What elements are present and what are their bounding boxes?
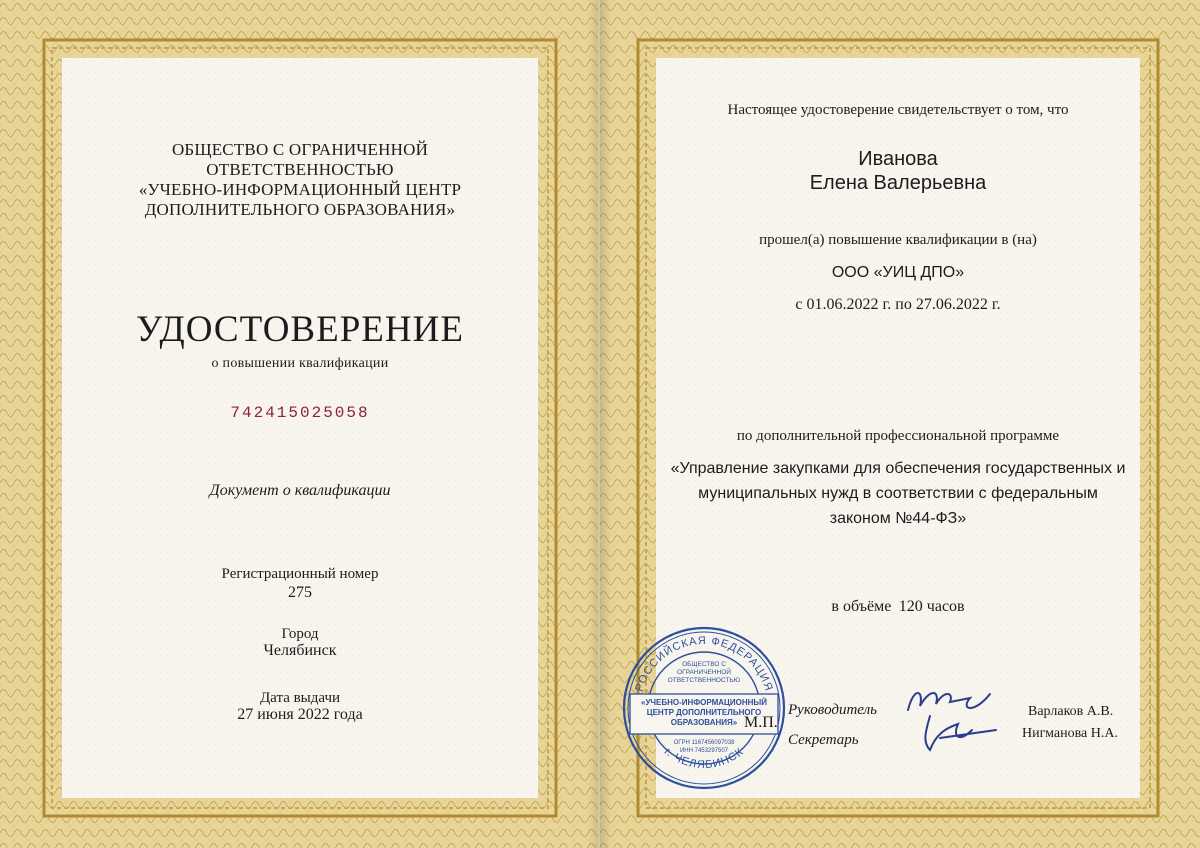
seal-outer-top: РОССИЙСКАЯ ФЕДЕРАЦИЯ: [633, 634, 775, 694]
document-type: Документ о квалификации: [209, 482, 391, 499]
volume-value: 120 часов: [898, 598, 965, 615]
program-intro: по дополнительной профессиональной программе: [736, 428, 1060, 444]
seal-inner-line: ОГРАНИЧЕННОЙ: [677, 669, 731, 676]
program-line: законом №44-ФЗ»: [829, 510, 967, 527]
certifies-text: Настоящее удостоверение свидетельствует о том, что: [727, 102, 1069, 118]
right-page: [600, 0, 1200, 848]
org-line: ОТВЕТСТВЕННОСТЬЮ: [206, 160, 394, 179]
org-line: ДОПОЛНИТЕЛЬНОГО ОБРАЗОВАНИЯ»: [144, 200, 456, 219]
org-line: ОБЩЕСТВО С ОГРАНИЧЕННОЙ: [171, 140, 429, 159]
holder-surname: Иванова: [858, 148, 938, 170]
city-value: Челябинск: [263, 642, 337, 659]
head-role: Руководитель: [788, 702, 877, 718]
seal-inn: ИНН 7453297507: [679, 748, 729, 754]
page-fold: [588, 0, 612, 848]
certificate-subtitle: о повышении квалификации: [211, 356, 389, 371]
left-page-field: [62, 58, 538, 798]
completed-text: прошел(а) повышение квалификации в (на): [759, 232, 1037, 248]
city-label: Город: [281, 626, 319, 642]
seal-banner-line: ЦЕНТР ДОПОЛНИТЕЛЬНОГО: [646, 708, 762, 717]
left-page: [0, 0, 598, 848]
secretary-name: Нигманова Н.А.: [1022, 726, 1118, 741]
seal-banner-line: «УЧЕБНО-ИНФОРМАЦИОННЫЙ: [641, 698, 767, 707]
secretary-role: Секретарь: [788, 732, 859, 748]
certificate-title: УДОСТОВЕРЕНИЕ: [136, 309, 464, 350]
seal-outer-bottom: г. ЧЕЛЯБИНСК: [661, 745, 747, 772]
certificate-number: 742415025058: [230, 404, 370, 422]
right-page-field: [633, 58, 1140, 798]
seal-place-mark: М.П.: [744, 714, 778, 731]
program-line: «Управление закупками для обеспечения государственных и: [670, 460, 1126, 477]
handwritten-signature: [900, 680, 1010, 760]
issuing-organization: [62, 140, 538, 220]
program-title: [656, 456, 1140, 531]
training-period: с 01.06.2022 г. по 27.06.2022 г.: [795, 296, 1001, 313]
issue-date-label: Дата выдачи: [259, 690, 341, 706]
volume: [656, 598, 1140, 616]
org-line: «УЧЕБНО-ИНФОРМАЦИОННЫЙ ЦЕНТР: [138, 180, 462, 199]
registration-number: 275: [288, 584, 312, 601]
training-organization: ООО «УИЦ ДПО»: [831, 264, 965, 281]
issue-date-value: 27 июня 2022 года: [237, 706, 363, 723]
head-name: Варлаков А.В.: [1028, 704, 1114, 719]
seal-ogrn: ОГРН 1167456097038: [673, 740, 735, 746]
seal-banner-line: ОБРАЗОВАНИЯ»: [670, 718, 738, 727]
seal-inner-line: ОТВЕТСТВЕННОСТЬЮ: [667, 677, 741, 684]
seal-inner-line: ОБЩЕСТВО С: [682, 661, 726, 668]
program-line: муниципальных нужд в соответствии с федеральным: [698, 485, 1098, 502]
holder-given-names: Елена Валерьевна: [809, 172, 987, 194]
official-seal: [620, 624, 788, 792]
registration-label: Регистрационный номер: [221, 566, 379, 582]
volume-label: в объёме: [831, 598, 892, 615]
